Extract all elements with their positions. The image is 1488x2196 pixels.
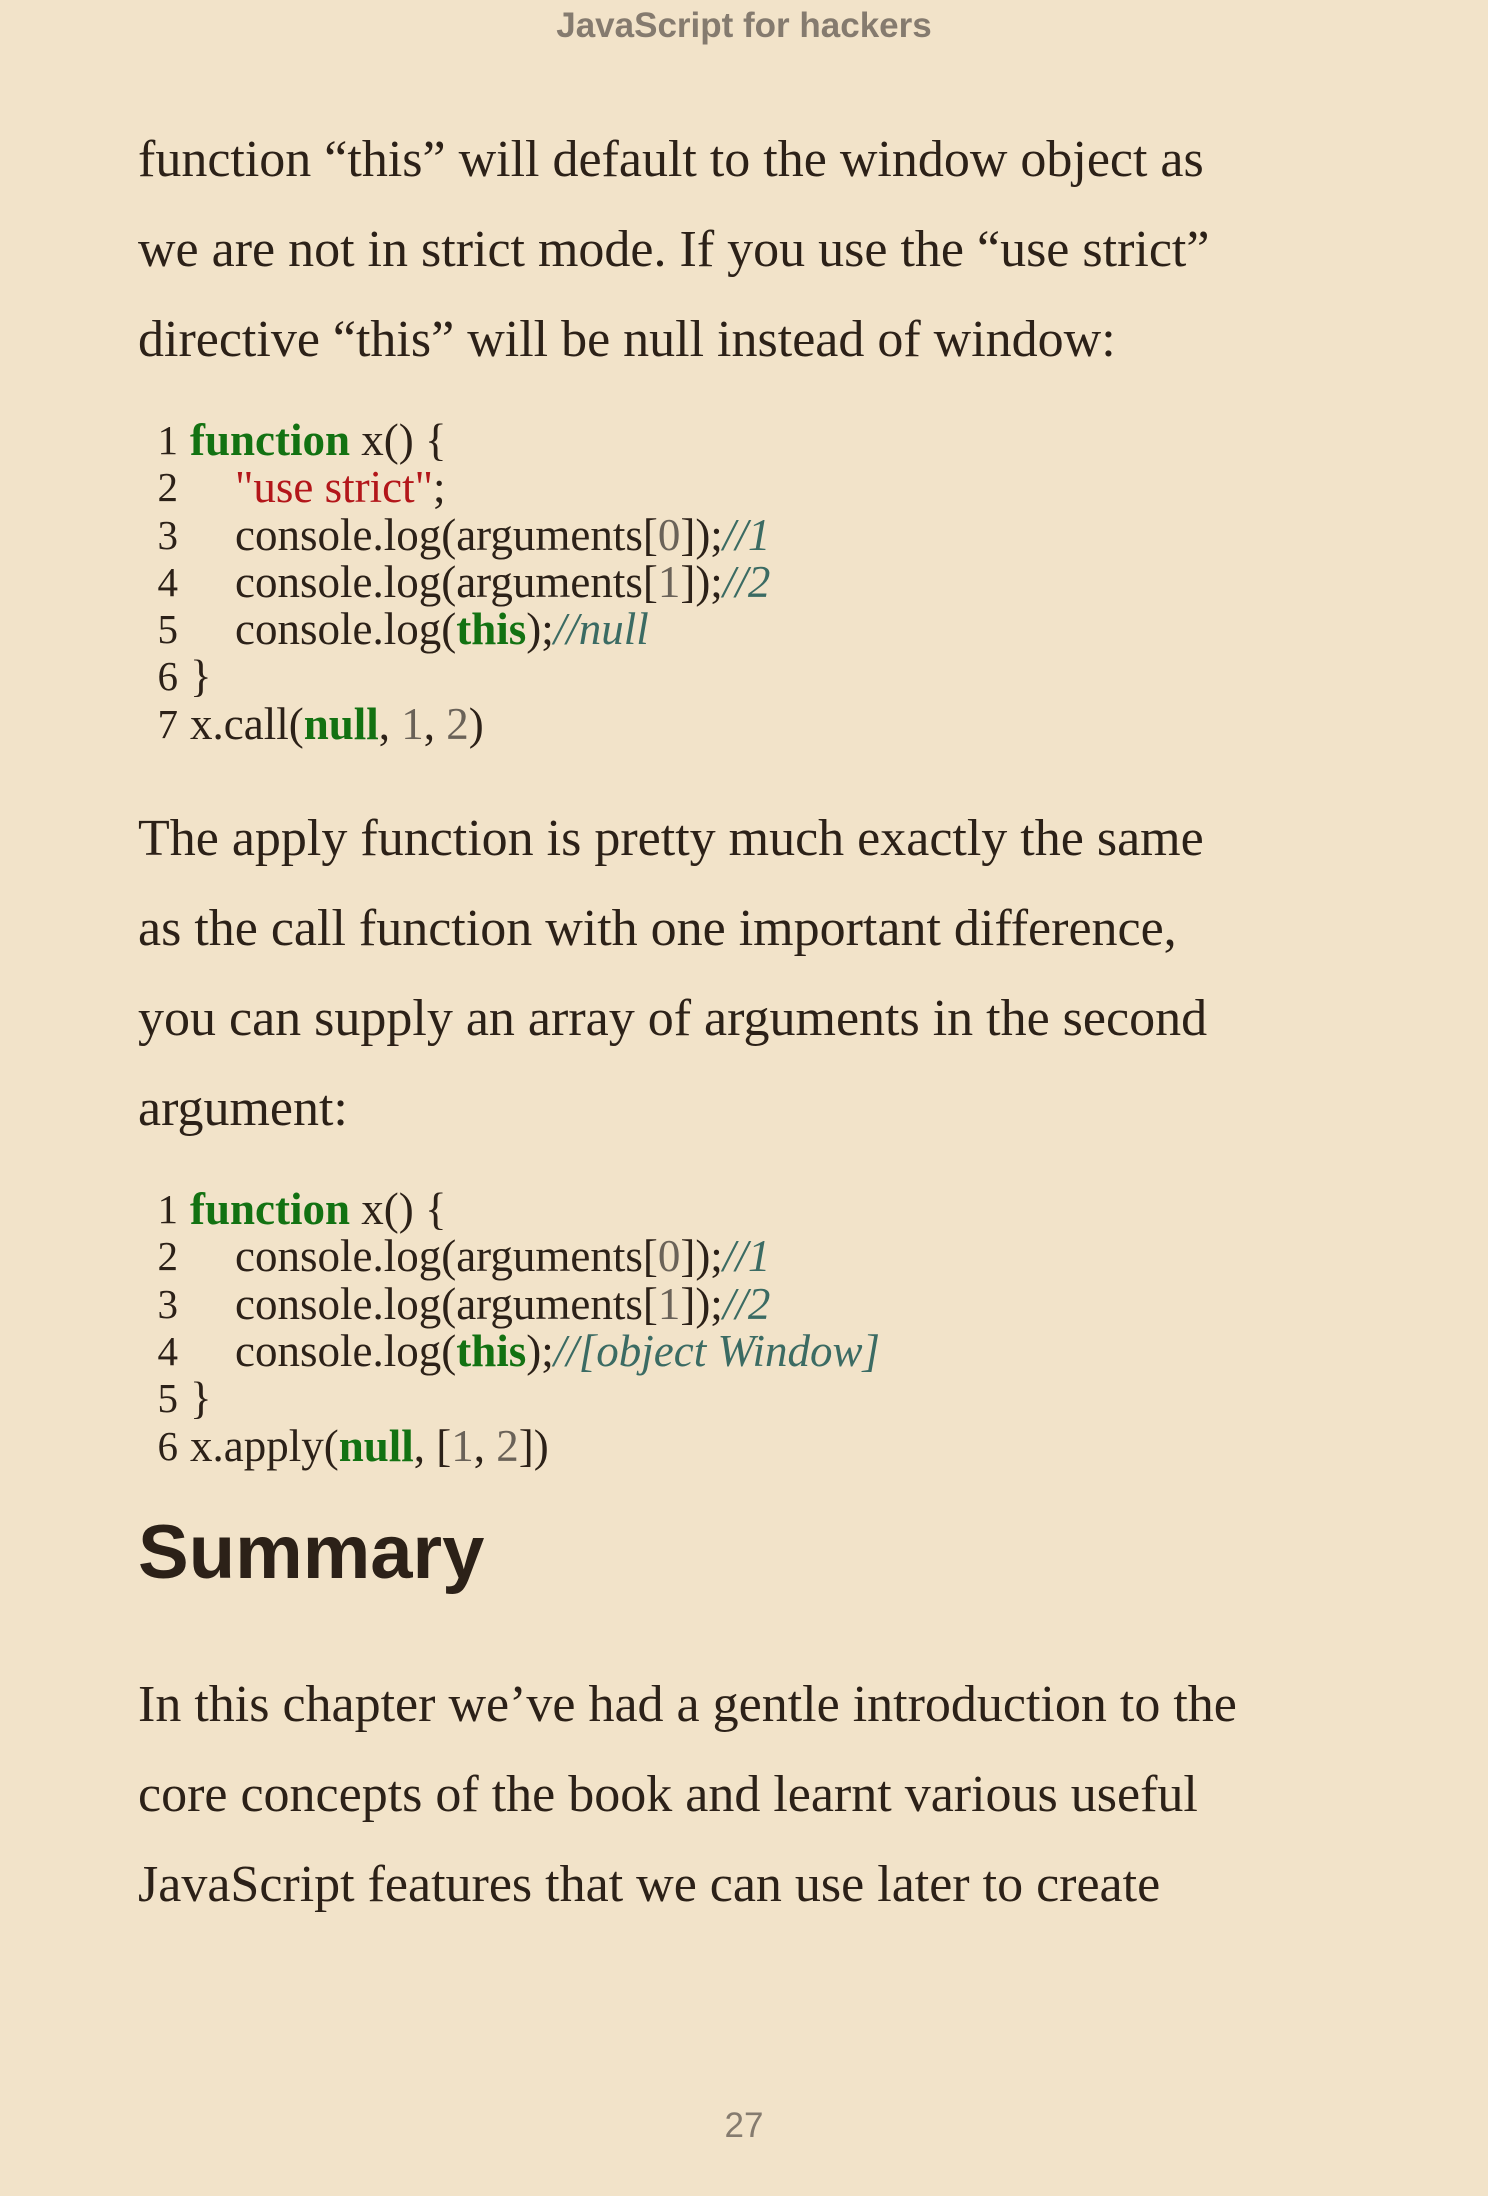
code-text: }: [190, 651, 212, 702]
code-text: ]): [518, 1420, 549, 1471]
code-comment: //1: [722, 509, 771, 560]
code-line: [138, 698, 1378, 749]
line-number: 1: [157, 1186, 178, 1233]
code-line: [138, 1186, 1378, 1233]
code-indent: [190, 462, 235, 512]
code-line: [138, 556, 1378, 607]
code-comment: //[object Window]: [553, 1325, 880, 1376]
line-number: 3: [157, 511, 178, 558]
code-text: console.log(: [235, 1325, 457, 1376]
code-indent: [190, 1326, 235, 1376]
code-text: console.log(arguments[: [235, 1278, 658, 1329]
code-line: [138, 1375, 1378, 1422]
code-text: ;: [432, 462, 446, 513]
code-line: [138, 464, 1378, 511]
line-number: 5: [157, 1375, 178, 1422]
paragraph-intro: [138, 115, 1378, 385]
line-number: 4: [157, 1327, 178, 1374]
running-header: JavaScript for hackers: [556, 6, 932, 45]
code-number: 0: [657, 509, 681, 560]
code-text: ,: [423, 698, 447, 749]
code-indent: [190, 510, 235, 560]
code-line: [138, 509, 1378, 560]
code-text: x.apply(: [190, 1420, 339, 1471]
line-number: 6: [157, 653, 178, 700]
code-text: ,: [378, 698, 402, 749]
page-content: [138, 115, 1378, 1930]
line-number: 2: [157, 464, 178, 511]
line-number: 2: [157, 1233, 178, 1280]
code-block-call: [138, 417, 1378, 748]
text-line: function “this” will default to the window object as: [138, 131, 1204, 188]
code-keyword: null: [338, 1420, 414, 1471]
code-line: [138, 653, 1378, 700]
code-comment: //2: [722, 556, 771, 607]
paragraph-summary: [138, 1660, 1378, 1930]
code-keyword: function: [190, 415, 351, 465]
code-number: 1: [657, 1278, 681, 1329]
code-comment: //null: [553, 604, 649, 655]
code-text: );: [526, 604, 554, 655]
code-number: 1: [401, 698, 424, 749]
line-number: 3: [157, 1280, 178, 1327]
section-heading-summary: Summary: [138, 1509, 485, 1595]
line-number: 4: [157, 558, 178, 605]
code-number: 2: [496, 1420, 519, 1471]
code-number: 1: [451, 1420, 474, 1471]
code-number: 2: [446, 698, 469, 749]
code-text: ]);: [680, 509, 723, 560]
line-number: 7: [157, 700, 178, 747]
code-text: x() {: [350, 415, 447, 465]
code-number: 1: [657, 556, 681, 607]
code-line: [138, 1325, 1378, 1376]
code-text: console.log(arguments[: [235, 556, 658, 607]
text-line: core concepts of the book and learnt various useful: [138, 1765, 1198, 1823]
text-line: as the call function with one important difference,: [138, 900, 1177, 958]
code-line: [138, 1278, 1378, 1329]
line-number: 5: [157, 606, 178, 653]
text-line: The apply function is pretty much exactly the same: [138, 810, 1204, 868]
paragraph-apply: [138, 794, 1378, 1154]
code-text: ,: [473, 1420, 497, 1471]
code-comment: //1: [722, 1231, 771, 1282]
code-text: , [: [413, 1420, 452, 1471]
text-line: argument:: [138, 1080, 348, 1138]
code-keyword: this: [456, 1325, 527, 1376]
text-line: directive “this” will be null instead of window:: [138, 311, 1116, 368]
code-line: [138, 1233, 1378, 1280]
page-number: 27: [724, 2106, 764, 2145]
code-text: console.log(arguments[: [235, 509, 658, 560]
code-indent: [190, 604, 235, 654]
code-string: "use strict": [235, 462, 433, 513]
code-line: [138, 1420, 1378, 1471]
code-line: [138, 417, 1378, 464]
code-keyword: null: [303, 698, 379, 749]
line-number: 6: [157, 1422, 178, 1469]
text-line: you can supply an array of arguments in the second: [138, 990, 1208, 1048]
text-line: we are not in strict mode. If you use the “use strict”: [138, 221, 1210, 278]
code-text: console.log(arguments[: [235, 1231, 658, 1282]
code-block-apply: [138, 1186, 1378, 1470]
code-keyword: function: [190, 1184, 351, 1235]
code-text: ]);: [680, 1278, 723, 1329]
code-comment: //2: [722, 1278, 771, 1329]
code-text: x() {: [350, 1184, 447, 1235]
code-text: ): [468, 698, 484, 749]
code-indent: [190, 1231, 235, 1281]
text-line: JavaScript features that we can use later to create: [138, 1855, 1161, 1913]
code-indent: [190, 557, 235, 607]
code-text: );: [526, 1325, 554, 1376]
code-line: [138, 606, 1378, 653]
code-text: console.log(: [235, 604, 457, 655]
code-text: ]);: [680, 556, 723, 607]
code-text: }: [190, 1373, 212, 1424]
code-number: 0: [657, 1231, 681, 1282]
line-number: 1: [157, 417, 178, 463]
code-text: x.call(: [190, 698, 304, 749]
code-indent: [190, 1279, 235, 1329]
code-text: ]);: [680, 1231, 723, 1282]
text-line: In this chapter we’ve had a gentle introduction to the: [138, 1675, 1237, 1733]
code-keyword: this: [456, 604, 527, 655]
